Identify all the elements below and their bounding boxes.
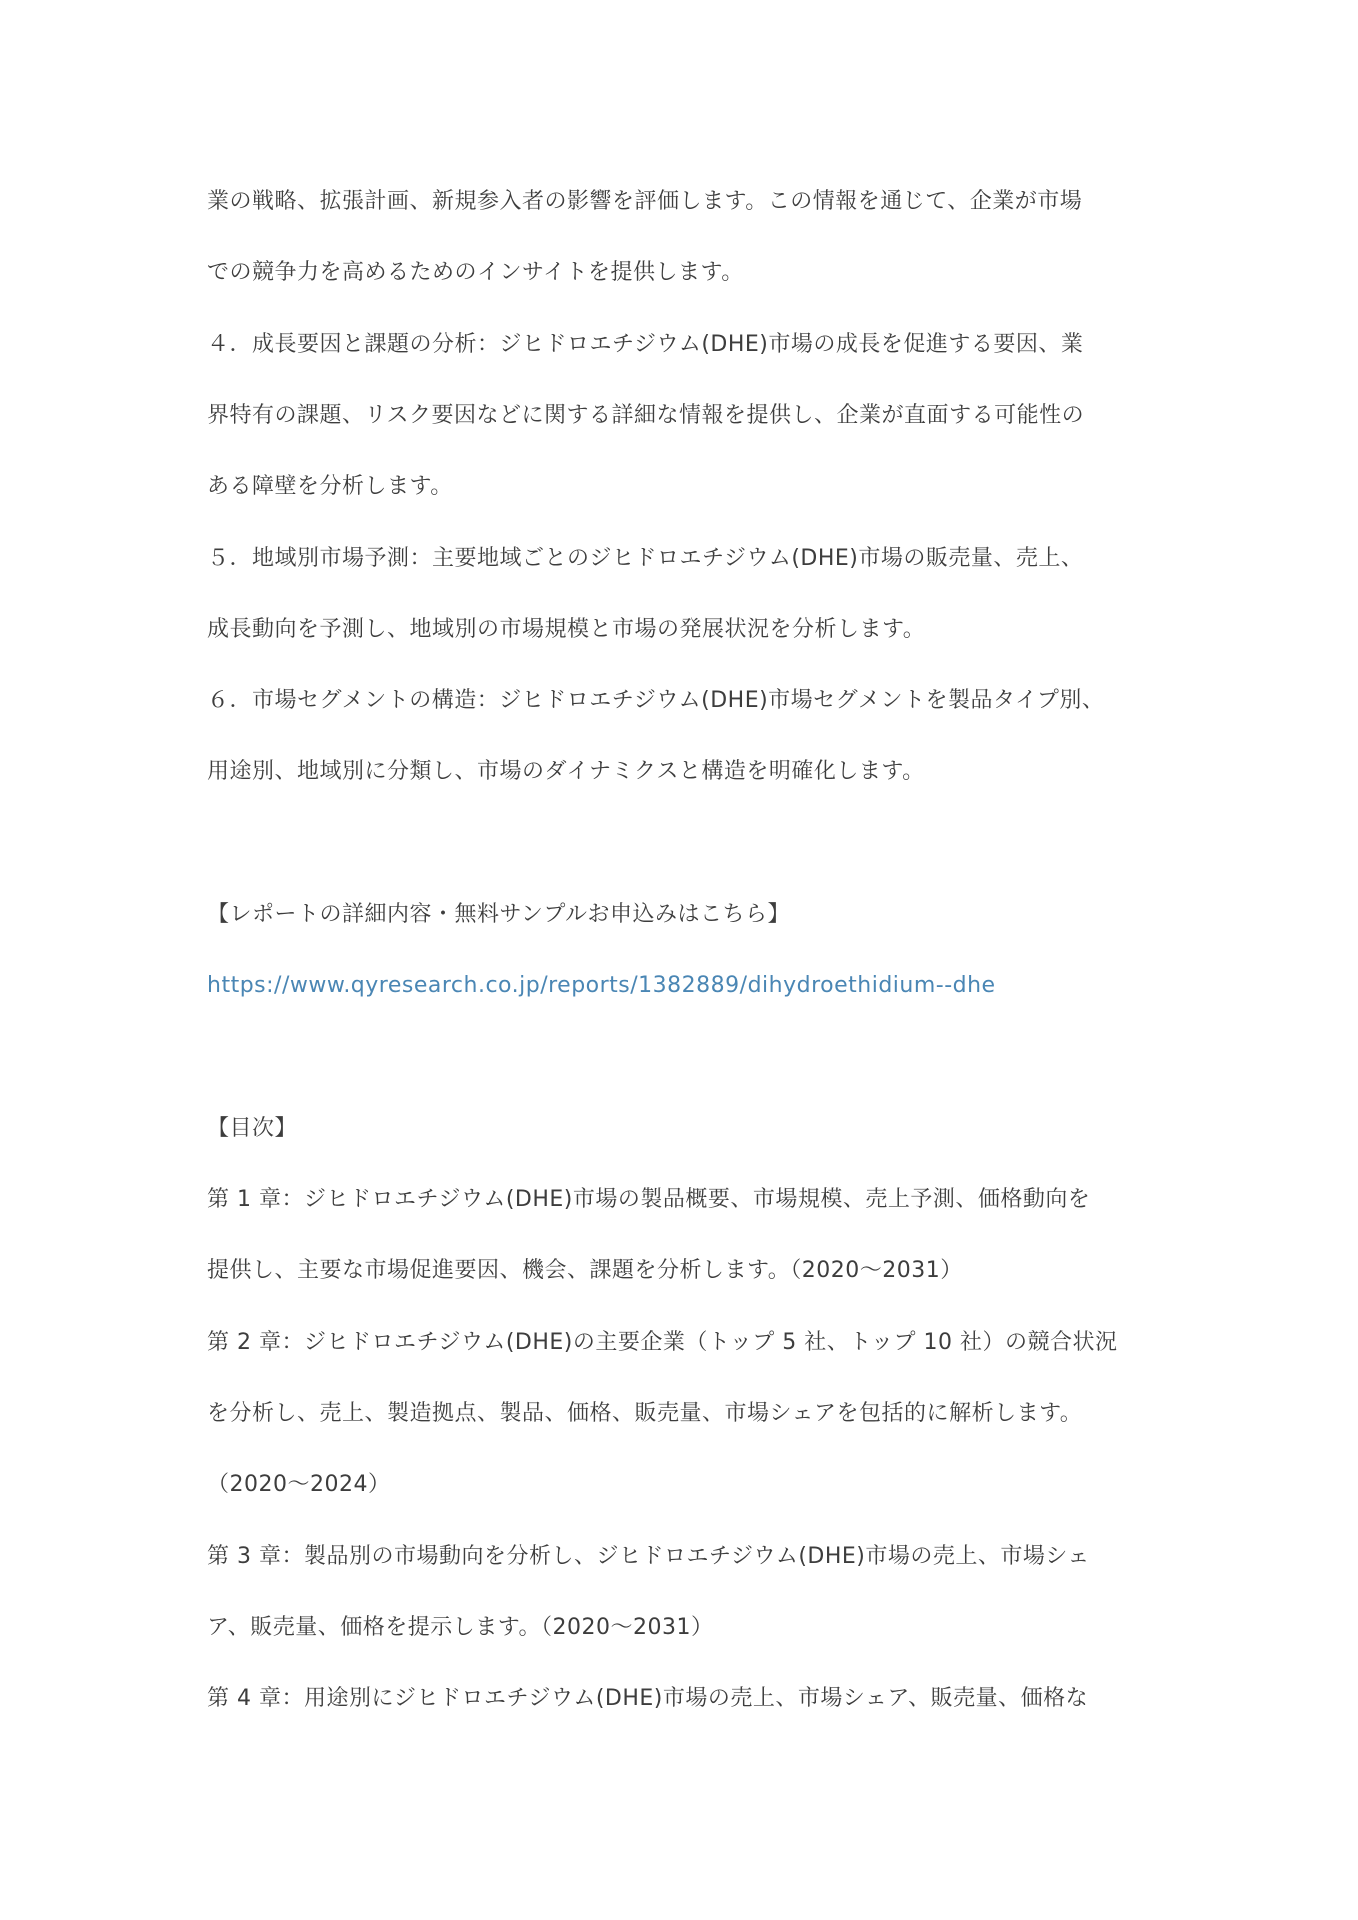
body-text-line: での競争力を高めるためのインサイトを提供します。 [207,260,744,285]
body-text-line: ５．地域別市場予測：主要地域ごとのジヒドロエチジウム(DHE)市場の販売量、売上、 [207,546,1084,571]
toc-line: 第 3 章：製品別の市場動向を分析し、ジヒドロエチジウム(DHE)市場の売上、市場シェ [207,1544,1090,1569]
body-text-line: ある障壁を分析します。 [207,474,453,499]
toc-line: 第 1 章：ジヒドロエチジウム(DHE)市場の製品概要、市場規模、売上予測、価格動向を [207,1187,1091,1212]
toc-line: を分析し、売上、製造拠点、製品、価格、販売量、市場シェアを包括的に解析します。 [207,1401,1083,1426]
body-text-line: 成長動向を予測し、地域別の市場規模と市場の発展状況を分析します。 [207,617,926,642]
report-heading: 【レポートの詳細内容・無料サンプルお申込みはこちら】 [207,902,791,927]
body-text-line: 界特有の課題、リスク要因などに関する詳細な情報を提供し、企業が直面する可能性の [207,403,1085,428]
toc-line: ア、販売量、価格を提示します。（2020～2031） [207,1615,714,1640]
body-text-line: ６．市場セグメントの構造：ジヒドロエチジウム(DHE)市場セグメントを製品タイプ別、 [207,688,1105,713]
toc-line: 第 2 章：ジヒドロエチジウム(DHE)の主要企業（トップ 5 社、トップ 10 社）の競合状況 [207,1330,1118,1355]
toc-heading: 【目次】 [207,1116,298,1141]
body-text-line: 用途別、地域別に分類し、市場のダイナミクスと構造を明確化します。 [207,759,925,784]
body-text-line: 業の戦略、拡張計画、新規参入者の影響を評価します。この情報を通じて、企業が市場 [207,189,1083,214]
toc-line: （2020～2024） [207,1472,391,1497]
body-text-line: ４．成長要因と課題の分析：ジヒドロエチジウム(DHE)市場の成長を促進する要因、業 [207,332,1084,357]
toc-line: 第 4 章：用途別にジヒドロエチジウム(DHE)市場の売上、市場シェア、販売量、価格な [207,1686,1089,1711]
toc-line: 提供し、主要な市場促進要因、機会、課題を分析します。（2020～2031） [207,1258,963,1283]
report-link[interactable]: https://www.qyresearch.co.jp/reports/1382889/dihydroethidium--dhe [207,973,996,998]
